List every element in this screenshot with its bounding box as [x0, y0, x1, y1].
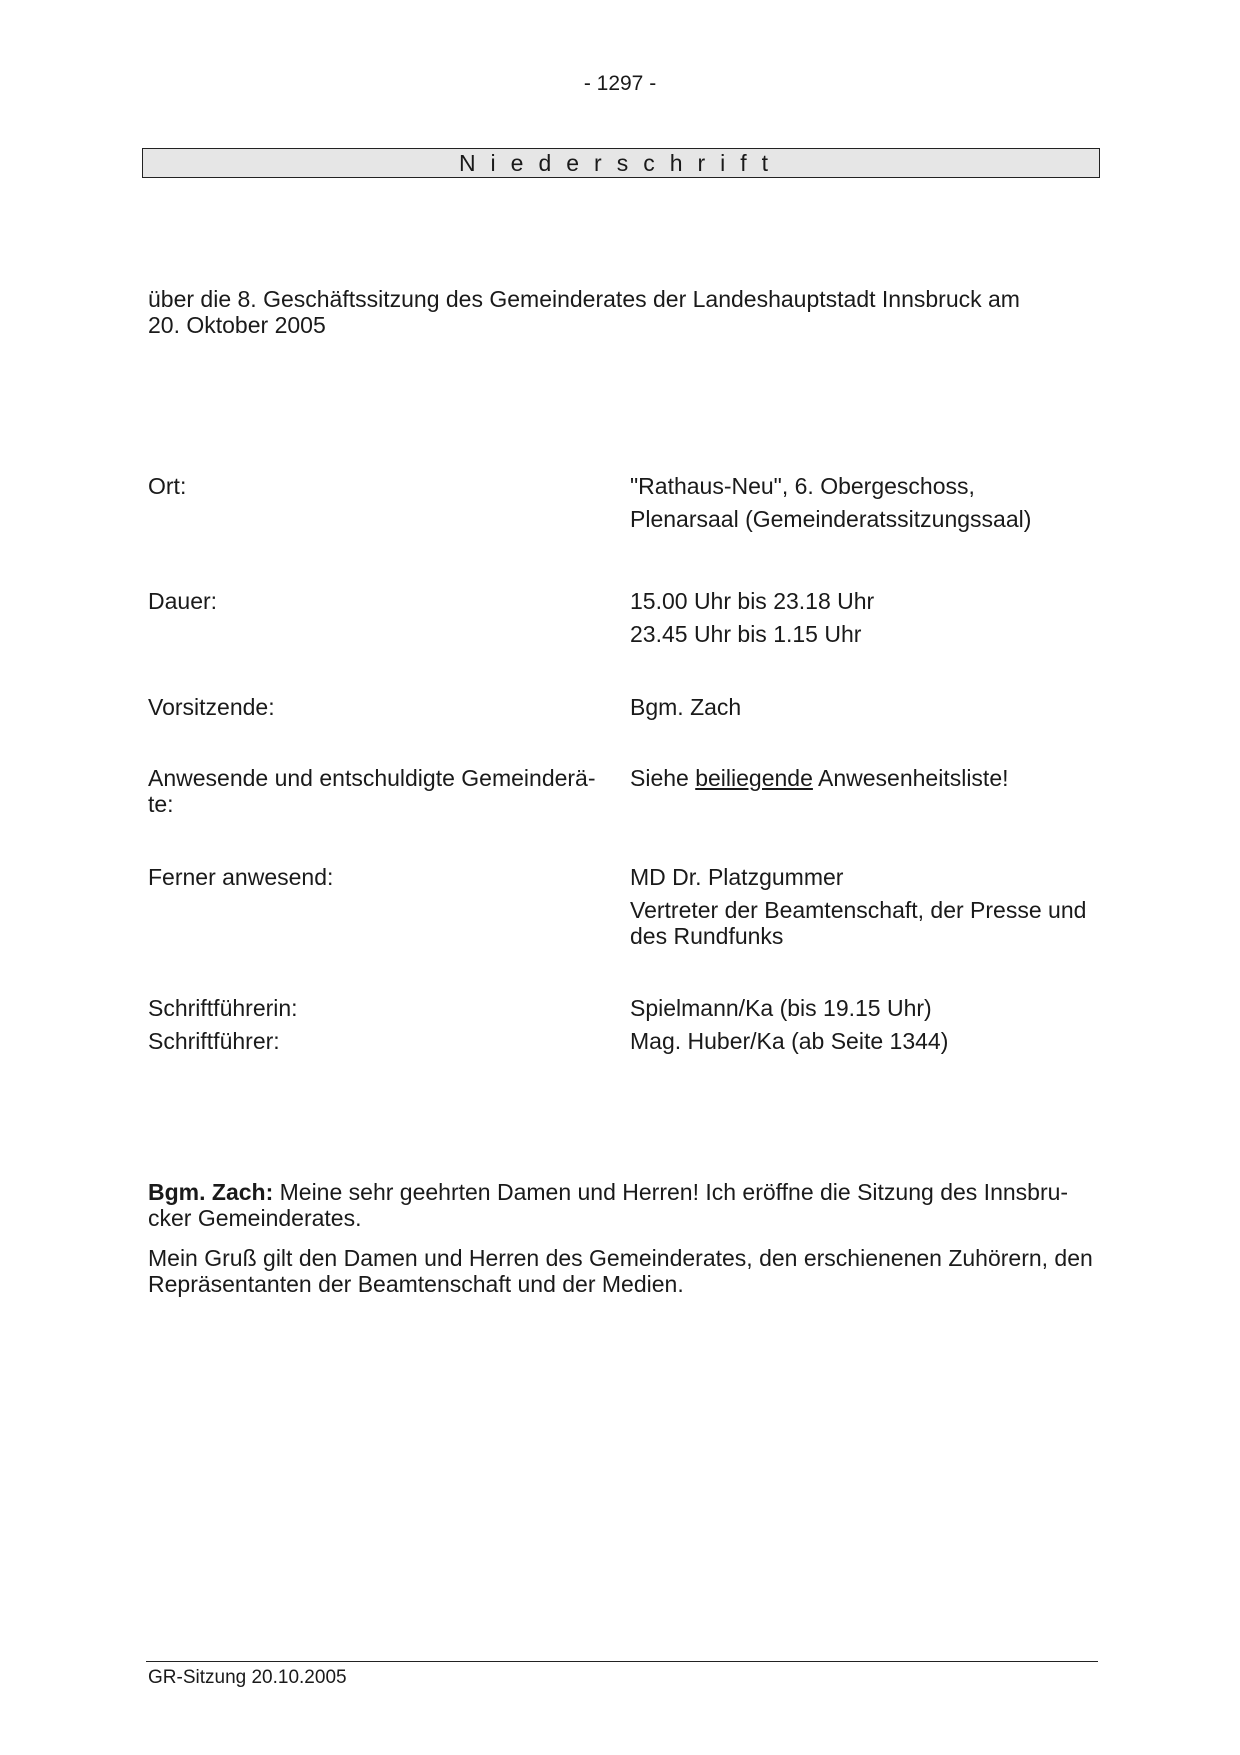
info-label-ort: Ort:: [148, 473, 187, 499]
info-label-vorsitz: Vorsitzende:: [148, 694, 275, 720]
ferner-line-2: Vertreter der Beamtenschaft, der Presse und: [630, 897, 1087, 923]
dauer-line-1: 15.00 Uhr bis 23.18 Uhr: [630, 588, 875, 614]
info-label-anwesend: [148, 765, 603, 817]
speech-p2-line-2: Repräsentanten der Beamtenschaft und der Medien.: [148, 1271, 684, 1297]
ferner-line-1: MD Dr. Platzgummer: [630, 864, 844, 890]
info-value-schrift: [630, 995, 1100, 1054]
speech-p1-line-1: [148, 1179, 1098, 1205]
info-value-ort: [630, 473, 1100, 532]
info-value-vorsitz: Bgm. Zach: [630, 694, 742, 720]
anwesend-value-underlined: beiliegende: [695, 765, 813, 791]
schrift-label-line-2: Schriftführer:: [148, 1028, 280, 1054]
info-label-schrift: [148, 995, 603, 1054]
info-label-ferner: Ferner anwesend:: [148, 864, 334, 890]
ferner-line-3: des Rundfunks: [630, 923, 784, 949]
info-value-anwesend: [630, 765, 1100, 791]
session-subtitle: [148, 286, 1048, 338]
subtitle-line-2: 20. Oktober 2005: [148, 312, 326, 338]
speaker-name: Bgm. Zach:: [148, 1179, 274, 1205]
speech-paragraph-1: [148, 1179, 1098, 1231]
anwesend-label-line-1: Anwesende und entschuldigte Gemeinderä-: [148, 765, 596, 791]
speech-p1-line-2: cker Gemeinderates.: [148, 1205, 362, 1231]
info-value-dauer: [630, 588, 1100, 647]
schrift-value-line-1: Spielmann/Ka (bis 19.15 Uhr): [630, 995, 932, 1021]
anwesend-value-pre: Siehe: [630, 765, 696, 791]
speech-paragraph-2: [148, 1245, 1098, 1297]
subtitle-line-1: über die 8. Geschäftssitzung des Gemeinderates der Landeshauptstadt Innsbruck am: [148, 286, 1020, 312]
schrift-value-line-2: Mag. Huber/Ka (ab Seite 1344): [630, 1028, 949, 1054]
footer-text: GR-Sitzung 20.10.2005: [148, 1667, 347, 1688]
anwesend-label-line-2: te:: [148, 791, 174, 817]
info-label-dauer: Dauer:: [148, 588, 218, 614]
footer-divider: [146, 1661, 1098, 1662]
page-number: - 1297 -: [583, 72, 657, 95]
speech-p1-text: Meine sehr geehrten Damen und Herren! Ich eröffne die Sitzung des Innsbru-: [273, 1179, 1069, 1205]
anwesend-value-post: Anwesenheitsliste!: [812, 765, 1009, 791]
schrift-label-line-1: Schriftführerin:: [148, 995, 298, 1021]
ort-line-1: "Rathaus-Neu", 6. Obergeschoss,: [630, 473, 975, 499]
document-title: Niederschrift: [142, 148, 1100, 178]
speech-p2-line-1: Mein Gruß gilt den Damen und Herren des Gemeinderates, den erschienenen Zuhörern, den: [148, 1245, 1093, 1271]
info-value-ferner: [630, 864, 1100, 949]
ort-line-2: Plenarsaal (Gemeinderatssitzungssaal): [630, 506, 1032, 532]
dauer-line-2: 23.45 Uhr bis 1.15 Uhr: [630, 621, 862, 647]
